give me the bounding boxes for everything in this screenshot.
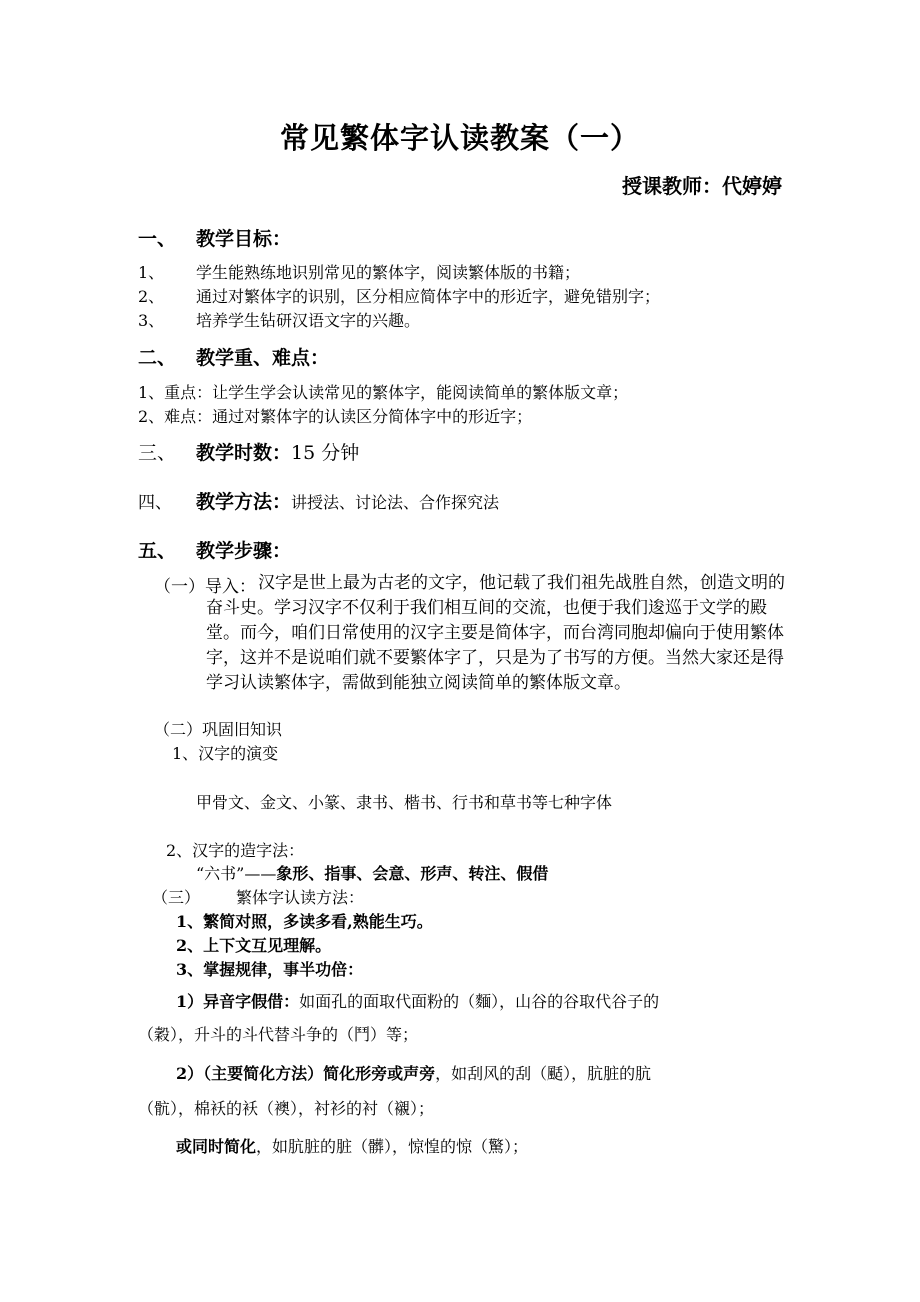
six-scripts-line [196, 861, 548, 884]
section-label: 教学方法： [196, 491, 292, 513]
teacher-line: 授课教师：代婷婷 [622, 174, 782, 198]
step-methods-text: 繁体字认读方法： [236, 888, 365, 907]
goal-item [138, 308, 420, 331]
goal-number: 2、 [138, 287, 165, 306]
rule-text: ，如刮风的刮（颳），肮脏的肮 [435, 1064, 652, 1083]
rule-simultaneous [176, 1134, 528, 1157]
six-scripts-prefix: “六书”—— [196, 864, 277, 883]
evolution-title: 1、汉字的演变 [172, 744, 279, 763]
goal-item [138, 284, 660, 307]
evolution-text: 甲骨文、金文、小篆、隶书、楷书、行书和草书等七种字体 [196, 793, 613, 812]
method-item: 2、上下文互见理解。 [176, 936, 332, 955]
section-number: 四、 [138, 493, 172, 513]
six-scripts-list: 象形、指事、会意、形声、转注、假借 [276, 864, 549, 883]
goal-text: 培养学生钻研汉语文字的兴趣。 [196, 311, 421, 330]
section-value: 讲授法、讨论法、合作探究法 [291, 493, 500, 512]
section-hours [138, 438, 359, 465]
key-point: 1、重点：让学生学会认读常见的繁体字，能阅读简单的繁体版文章； [138, 383, 629, 402]
rule-text: ，如肮脏的脏（髒），惊惶的惊（驚）； [256, 1137, 529, 1156]
method-item: 3、掌握规律，事半功倍： [176, 960, 364, 979]
section-label: 教学目标： [196, 228, 292, 250]
rule-text: 如面孔的面取代面粉的（麵），山谷的谷取代谷子的 [299, 992, 660, 1011]
section-steps-heading [138, 536, 291, 563]
section-number: 一、 [138, 228, 177, 250]
section-methods [138, 487, 499, 514]
goal-number: 3、 [138, 311, 165, 330]
rule-label: 或同时简化 [176, 1137, 257, 1156]
rule-simplify-radical-continued: （骯），棉袄的袄（襖），衬衫的衬（襯）； [138, 1099, 435, 1118]
step-methods-prefix: （三） [152, 888, 201, 907]
section-value: 15 分钟 [291, 442, 360, 464]
rule-simplify-radical [176, 1061, 651, 1084]
section-number: 五、 [138, 540, 177, 562]
step-intro-text: 汉字是世上最为古老的文字，他记载了我们祖先战胜自然，创造文明的奋斗史。学习汉字不仅利于我们相互间的交流，也便于我们逡巡于文学的殿堂。而今，咱们日常使用的汉字主要是简体字，而台湾同胞却偏向于使用繁体字，这并不是说咱们就不要繁体字了，只是为了书写的方便。当然大家还是得学习认读繁体字，需做到能独立阅读简单的繁体版文章。 [206, 573, 785, 693]
section-label: 教学时数： [196, 442, 292, 464]
section-goals-heading [138, 224, 291, 251]
goal-text: 学生能熟练地识别常见的繁体字，阅读繁体版的书籍； [196, 263, 581, 282]
section-number: 三、 [138, 442, 177, 464]
difficult-point: 2、难点：通过对繁体字的认读区分简体字中的形近字； [138, 407, 533, 426]
rule-homophone-continued: （穀），升斗的斗代替斗争的（鬥）等； [138, 1025, 419, 1044]
step-review-heading: （二）巩固旧知识 [154, 720, 283, 739]
section-label: 教学步骤： [196, 540, 292, 562]
goal-item [138, 260, 580, 283]
step-intro-paragraph [206, 571, 786, 696]
formation-title: 2、汉字的造字法： [166, 841, 305, 860]
section-keypoints-heading [138, 343, 329, 370]
page-title: 常见繁体字认读教案（一） [279, 121, 640, 155]
goal-text: 通过对繁体字的识别，区分相应简体字中的形近字，避免错别字； [196, 287, 661, 306]
method-item: 1、繁简对照，多读多看,熟能生巧。 [176, 912, 433, 931]
rule-homophone [176, 989, 659, 1012]
section-number: 二、 [138, 347, 177, 369]
step-intro-prefix: （一）导入： [154, 577, 256, 597]
rule-label: 2）（主要简化方法）简化形旁或声旁 [176, 1064, 436, 1083]
step-methods-heading [152, 885, 364, 908]
goal-number: 1、 [138, 263, 165, 282]
section-label: 教学重、难点： [196, 347, 330, 369]
rule-label: 1）异音字假借： [176, 992, 300, 1011]
